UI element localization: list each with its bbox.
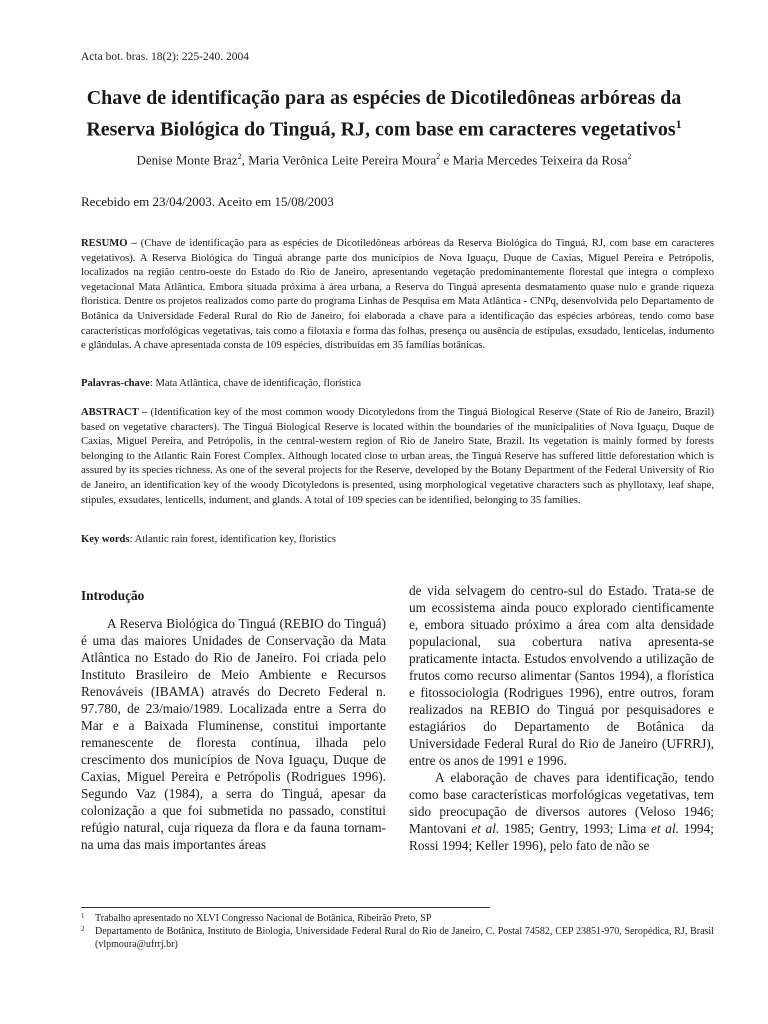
section-heading-introducao: Introdução (81, 588, 145, 603)
key-words (81, 533, 714, 548)
abstract-text: (Identification key of the most common woody Dicotyledons from the Tinguá Biological Reserve (State of Rio de Janeiro, Brazil) based on vegetative characters). The Tinguá Biological Reserve is located within the boundaries of the municipalities of Nova Iguaçu, Duque de Caxias, Miguel Pereira, and Petrópolis, in the central-western region of Rio de Janeiro State, Brazil. Its vegetation is mainly formed by forests belonging to the Atlantic Rain Forest Complex. Although located close to urban areas, the Tinguá Reserve has suffered little deforestation which is assured by its species richness. As one of the several projects for the Reserve, developed by the Botany Department of the Federal University of Rio de Janeiro, an identification key of the woody Dicotyledons is presented, using morphological vegetative characters such as phyllotaxy, leaf shape, stipules, exsudates, lenticells, indument, and glands. A total of 109 species can be identified, belonging to 35 families. (81, 407, 714, 506)
footnote-2 (81, 925, 714, 951)
intro-paragraph-1: A Reserva Biológica do Tinguá (REBIO do Tinguá) é uma das maiores Unidades de Conservação da Mata Atlântica no Estado do Rio de Janeiro. Foi criada pelo Instituto Brasileiro de Meio Ambiente e Recursos Renováveis (IBAMA) através do Decreto Federal n. 97.780, de 23/maio/1989. Localizada entre a Serra do Mar e a Baixada Fluminense, constitui importante remanescente de floresta contínua, ilhada pelo crescimento dos municípios de Nova Iguaçu, Duque de Caxias, Miguel Pereira e Petrópolis (Rodrigues 1996). Segundo Vaz (1984), a serra do Tinguá, apesar da colonização a que foi submetida no passado, constitui refúgio natural, cuja riqueza da flora e da fauna tornam-na uma das mais importantes áreas (81, 616, 386, 852)
key-words-label: Key words (81, 534, 130, 545)
title-line-1: Chave de identificação para as espécies de Dicotiledôneas arbóreas da (86, 87, 682, 109)
footnote-2-text: Departamento de Botânica, Instituto de Biologia, Universidade Federal Rural do Rio de Janeiro, C. Postal 74582, CEP 23851-970, Seropédica, RJ, Brasil (vlpmoura@ufrrj.br) (95, 926, 714, 950)
author-1-note: 2 (237, 152, 242, 161)
resumo-label: RESUMO – (81, 238, 137, 249)
palavras-chave-text: : Mata Atlântica, chave de identificação, florística (149, 378, 362, 389)
key-words-text: : Atlantic rain forest, identification key, floristics (129, 534, 336, 545)
title-footnote-mark: 1 (675, 117, 682, 131)
author-1: Denise Monte Braz (136, 152, 238, 168)
author-list (60, 149, 708, 168)
author-3: e Maria Mercedes Teixeira da Rosa (440, 152, 628, 168)
intro-paragraph-2 (409, 769, 714, 854)
body-column-left (81, 615, 386, 853)
received-date: Recebido em 23/04/2003. Aceito em 15/08/2003 (81, 194, 334, 209)
footnote-1-mark: 1 (81, 912, 85, 920)
title-line-2: Reserva Biológica do Tinguá, RJ, com base em caracteres vegetativos (86, 118, 676, 141)
et-al-2: et al. (650, 821, 679, 836)
footnotes (81, 912, 714, 951)
author-2: , Maria Verônica Leite Pereira Moura (241, 152, 437, 168)
footnote-1-text: Trabalho apresentado no XLVI Congresso Nacional de Botânica, Ribeirão Preto, SP (95, 913, 432, 924)
palavras-chave (81, 377, 714, 392)
article-title (60, 85, 708, 143)
author-2-note: 2 (436, 152, 441, 161)
journal-citation: Acta bot. bras. 18(2): 225-240. 2004 (81, 51, 249, 63)
footnote-divider (81, 907, 490, 908)
intro-paragraph-2-part-a: A elaboração de chaves para identificação, tendo como base características morfológicas vegetativas, tem sido preocupação de diversos autores (Veloso 1946; Mantovani (409, 770, 714, 836)
footnote-1 (81, 912, 714, 925)
footnote-2-mark: 2 (81, 925, 85, 933)
author-3-note: 2 (627, 152, 632, 161)
intro-paragraph-1-continued: de vida selvagem do centro-sul do Estado. Trata-se de um ecossistema ainda pouco explorado cientificamente e, embora situado próximo a área com alta densidade populacional, sua cobertura nativa apresenta-se praticamente intacta. Estudos envolvendo a utilização de frutos como recurso alimentar (Santos 1994), a florística e fitossociologia (Rodrigues 1996), entre outros, foram realizados na REBIO do Tinguá por pesquisadores e estagiários do Departamento de Botânica da Universidade Federal Rural do Rio de Janeiro (UFRRJ), entre os anos de 1991 e 1996. (409, 583, 714, 768)
abstract-label: ABSTRACT – (81, 407, 148, 418)
resumo-text: (Chave de identificação para as espécies de Dicotiledôneas arbóreas da Reserva Biológica do Tinguá, RJ, com base em caracteres vegetativos). A Reserva Biológica do Tinguá abrange parte dos municípios de Nova Iguaçu, Duque de Caxias, Miguel Pereira e Petrópolis, localizados na região centro-oeste do Estado do Rio de Janeiro, apresentando vegetação predominantemente florestal que integra o complexo vegetacional Mata Atlântica. Embora situada próxima à área urbana, a Reserva do Tinguá apresenta desmatamento quase nulo e grande riqueza florística. Dentre os projetos realizados como parte do programa Linhas de Pesquisa em Mata Atlântica - CNPq, desenvolvida pelo Departamento de Botânica da Universidade Federal Rural do Rio de Janeiro, foi elaborada a chave para a identificação das espécies arbóreas, tendo como base características morfológicas vegetativas, tais como a filotaxia e forma das folhas, presença ou ausência de estípulas, exsudado, lenticelas, indumento e glândulas. A chave apresentada consta de 109 espécies, distribuídas em 35 famílias botânicas. (81, 238, 714, 352)
resumo-paragraph (81, 237, 714, 354)
et-al-1: et al. (471, 821, 500, 836)
intro-paragraph-2-part-b: 1985; Gentry, 1993; Lima (499, 821, 651, 836)
palavras-chave-label: Palavras-chave (81, 378, 150, 389)
intro-paragraph-2-part-c: 1994; Rossi 1994; Keller 1996), pelo fato de não se (409, 821, 714, 853)
body-column-right (409, 582, 714, 854)
abstract-paragraph (81, 406, 714, 508)
